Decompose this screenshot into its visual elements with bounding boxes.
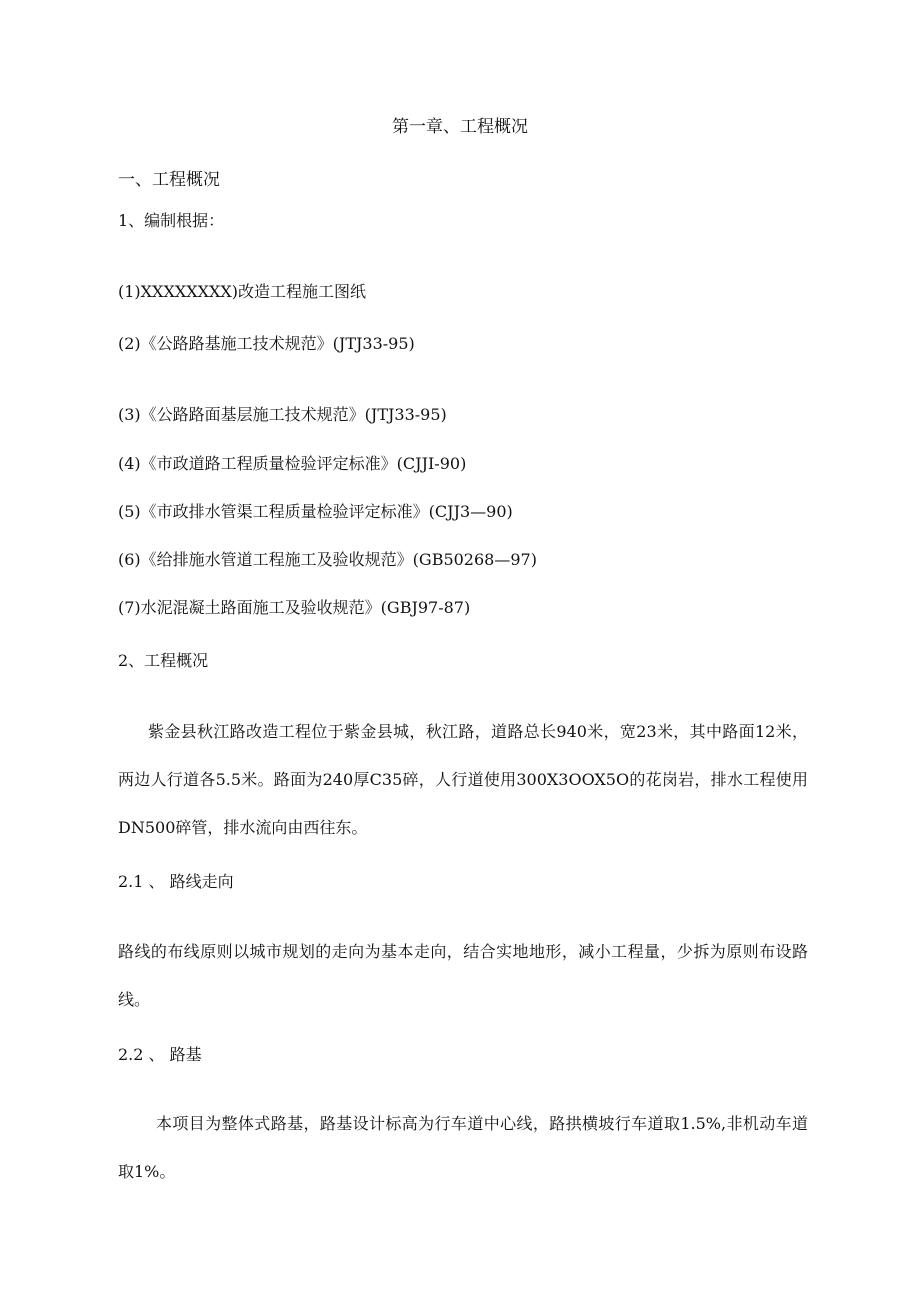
section-heading-1: 一、工程概况 [118,170,220,190]
basis-item-1: (1)XXXXXXXX)改造工程施工图纸 [118,282,367,301]
basis-item-6: (6)《给排施水管道工程施工及验收规范》(GB50268—97) [118,550,537,569]
route-heading: 2.1 、 路线走向 [118,872,234,891]
subgrade-heading: 2.2 、 路基 [118,1045,202,1064]
basis-item-3: (3)《公路路面基层施工技术规范》(JTJ33-95) [118,405,447,424]
basis-heading: 1、编制根据： [118,211,225,230]
chapter-title: 第一章、工程概况 [392,117,528,137]
basis-item-7: (7)水泥混凝土路面施工及验收规范》(GBJ97-87) [118,598,471,617]
basis-item-4: (4)《市政道路工程质量检验评定标准》(CJJI-90) [118,454,467,473]
subgrade-paragraph: 本项目为整体式路基，路基设计标高为行车道中心线，路拱横坡行车道取1.5%,非机动车道取1%。 [118,1114,808,1181]
overview-heading: 2、工程概况 [118,651,209,670]
basis-item-5: (5)《市政排水管渠工程质量检验评定标准》(CJJ3—90) [118,502,513,521]
overview-paragraph: 紫金县秋江路改造工程位于紫金县城，秋江路，道路总长940米，宽23米，其中路面12米，两边人行道各5.5米。路面为240厚C35碎，人行道使用300X3OOX5O的花岗岩，排水工程使用DN500碎管，排水流向由西往东。 [118,722,808,837]
route-paragraph: 路线的布线原则以城市规划的走向为基本走向，结合实地地形，减小工程量，少拆为原则布设路线。 [118,942,808,1009]
basis-item-2: (2)《公路路基施工技术规范》(JTJ33-95) [118,334,415,353]
